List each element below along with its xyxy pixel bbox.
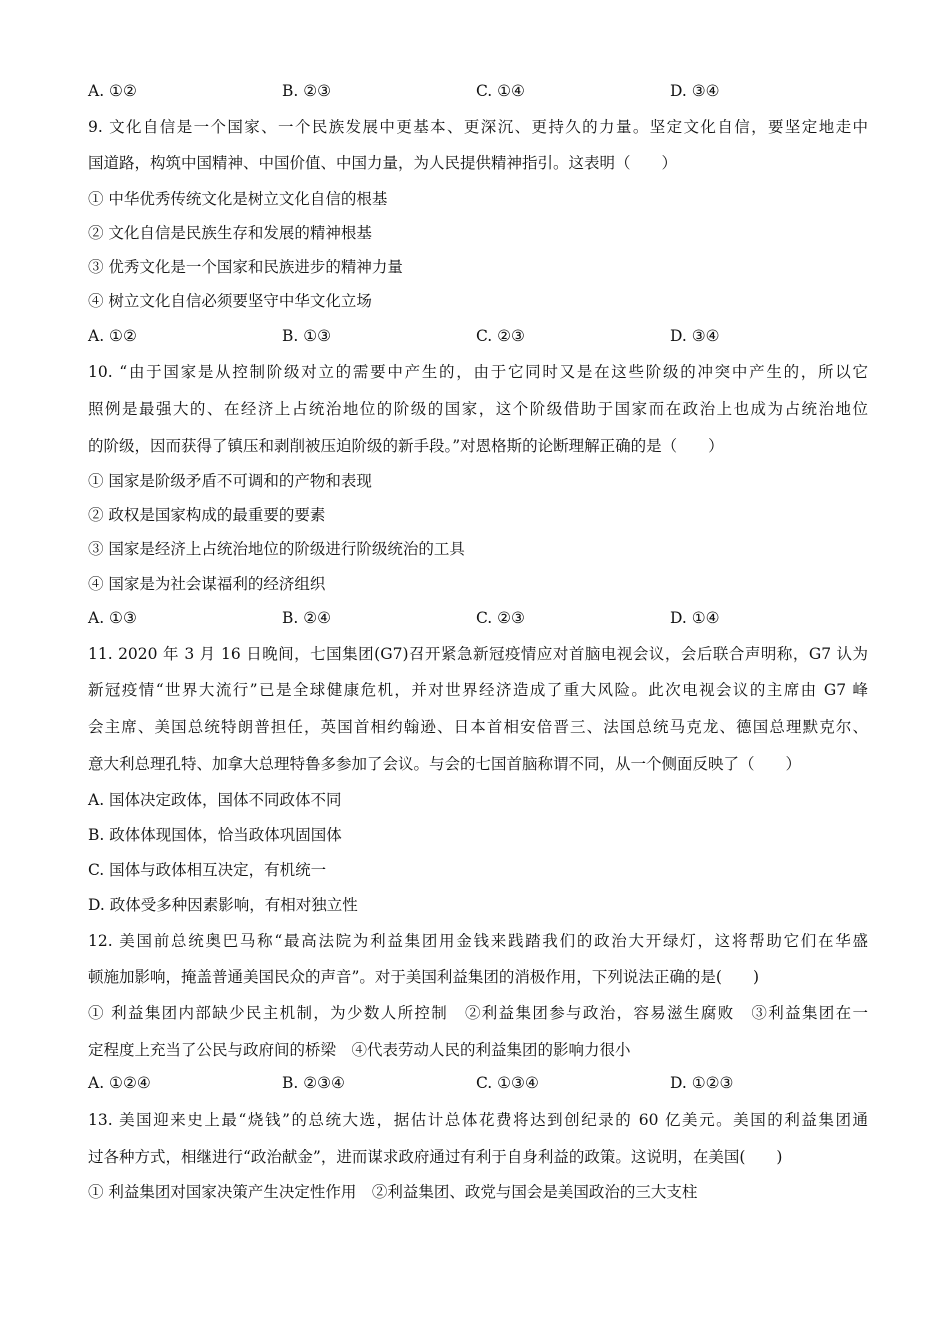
q9-option-c[interactable]: C. ②③ <box>476 327 525 345</box>
q11-choice-b[interactable]: B. 政体体现国体，恰当政体巩固国体 <box>88 826 342 844</box>
q11-stem-line-2: 新冠疫情“世界大流行”已是全球健康危机，并对世界经济造成了重大风险。此次电视会议的主席由 G7 峰 <box>88 681 868 699</box>
q9-stem-line-2: 国道路，构筑中国精神、中国价值、中国力量，为人民提供精神指引。这表明（ ） <box>88 154 678 172</box>
q10-statement-4: ④ 国家是为社会谋福利的经济组织 <box>88 575 326 593</box>
q11-choice-a[interactable]: A. 国体决定政体，国体不同政体不同 <box>88 791 342 809</box>
q9-option-b[interactable]: B. ①③ <box>282 327 332 345</box>
q10-stem-line-3: 的阶级，因而获得了镇压和剥削被压迫阶级的新手段。”对恩格斯的论断理解正确的是（ ） <box>88 437 724 455</box>
q10-option-d[interactable]: D. ①④ <box>670 609 720 627</box>
q8-option-d[interactable]: D. ③④ <box>670 82 720 100</box>
q10-options <box>88 607 868 629</box>
q12-option-a[interactable]: A. ①②④ <box>88 1074 151 1092</box>
q9-option-d[interactable]: D. ③④ <box>670 327 720 345</box>
q13-stem-line-2: 过各种方式，相继进行“政治献金”，进而谋求政府通过有利于自身利益的政策。这说明，在美国( ) <box>88 1148 783 1166</box>
q9-statement-3: ③ 优秀文化是一个国家和民族进步的精神力量 <box>88 258 403 276</box>
q8-option-b[interactable]: B. ②③ <box>282 82 332 100</box>
q13-statements-line-1: ① 利益集团对国家决策产生决定性作用 ②利益集团、政党与国会是美国政治的三大支柱 <box>88 1183 698 1201</box>
q10-stem-line-2: 照例是最强大的、在经济上占统治地位的阶级的国家，这个阶级借助于国家而在政治上也成为占统治地位 <box>88 400 868 418</box>
q9-statement-1: ① 中华优秀传统文化是树立文化自信的根基 <box>88 190 388 208</box>
q12-statements-line-1: ① 利益集团内部缺少民主机制，为少数人所控制 ②利益集团参与政治，容易滋生腐败 ③利益集团在一 <box>88 1004 868 1022</box>
q12-option-b[interactable]: B. ②③④ <box>282 1074 345 1092</box>
q10-statement-3: ③ 国家是经济上占统治地位的阶级进行阶级统治的工具 <box>88 540 465 558</box>
q10-option-b[interactable]: B. ②④ <box>282 609 332 627</box>
q12-option-c[interactable]: C. ①③④ <box>476 1074 539 1092</box>
q9-options <box>88 325 868 347</box>
q12-stem-line-1: 12. 美国前总统奥巴马称“最高法院为利益集团用金钱来践踏我们的政治大开绿灯，这将帮助它们在华盛 <box>88 932 868 950</box>
q8-option-c[interactable]: C. ①④ <box>476 82 525 100</box>
q9-statement-2: ② 文化自信是民族生存和发展的精神根基 <box>88 224 372 242</box>
q9-option-a[interactable]: A. ①② <box>88 327 137 345</box>
q11-choice-c[interactable]: C. 国体与政体相互决定，有机统一 <box>88 861 327 879</box>
q10-stem-line-1: 10. “由于国家是从控制阶级对立的需要中产生的，由于它同时又是在这些阶级的冲突中产生的，所以它 <box>88 363 868 381</box>
q12-options <box>88 1072 868 1094</box>
q11-stem-line-4: 意大利总理孔特、加拿大总理特鲁多参加了会议。与会的七国首脑称谓不同，从一个侧面反映了（ ） <box>88 755 802 773</box>
q8-options <box>88 80 868 102</box>
q12-statements-line-2: 定程度上充当了公民与政府间的桥梁 ④代表劳动人民的利益集团的影响力很小 <box>88 1041 631 1059</box>
q10-statement-1: ① 国家是阶级矛盾不可调和的产物和表现 <box>88 472 372 490</box>
q11-stem-line-1: 11. 2020 年 3 月 16 日晚间，七国集团(G7)召开紧急新冠疫情应对首脑电视会议，会后联合声明称，G7 认为 <box>88 645 868 663</box>
q13-stem-line-1: 13. 美国迎来史上最“烧钱”的总统大选，据估计总体花费将达到创纪录的 60 亿美元。美国的利益集团通 <box>88 1111 868 1129</box>
q11-choice-d[interactable]: D. 政体受多种因素影响，有相对独立性 <box>88 896 358 914</box>
q9-stem-line-1: 9. 文化自信是一个国家、一个民族发展中更基本、更深沉、更持久的力量。坚定文化自信，要坚定地走中 <box>88 118 868 136</box>
q10-statement-2: ② 政权是国家构成的最重要的要素 <box>88 506 326 524</box>
q12-stem-line-2: 顿施加影响，掩盖普通美国民众的声音”。对于美国利益集团的消极作用，下列说法正确的是( ) <box>88 968 760 986</box>
q12-option-d[interactable]: D. ①②③ <box>670 1074 734 1092</box>
q9-statement-4: ④ 树立文化自信必须要坚守中华文化立场 <box>88 292 372 310</box>
q11-stem-line-3: 会主席、美国总统特朗普担任，英国首相约翰逊、日本首相安倍晋三、法国总统马克龙、德国总理默克尔、 <box>88 718 868 736</box>
q10-option-a[interactable]: A. ①③ <box>88 609 137 627</box>
q10-option-c[interactable]: C. ②③ <box>476 609 525 627</box>
q8-option-a[interactable]: A. ①② <box>88 82 137 100</box>
